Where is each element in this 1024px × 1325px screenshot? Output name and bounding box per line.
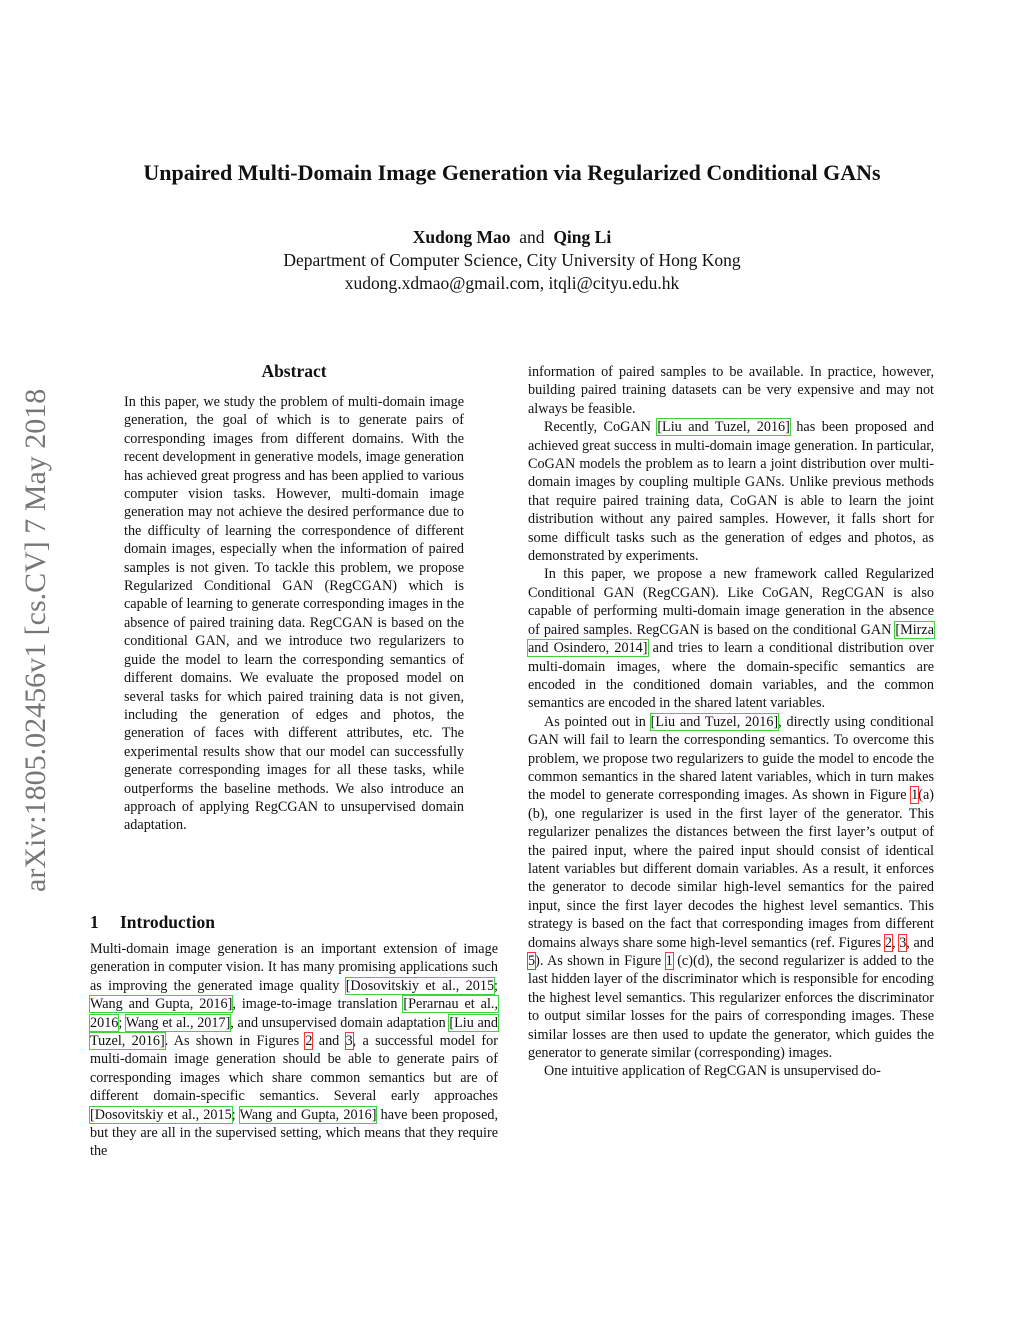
text-span: , directly using conditional GAN will fail to learn the corresponding semantics. To overcome this problem, we propose two regularizers to guide the model to encode the common semantics in the shared latent variables, which in turn makes the model to generate corresponding images. As shown in Figure (528, 713, 934, 804)
citation-link[interactable]: [Mirza and Osindero, 2014] (528, 621, 934, 657)
abstract-text: In this paper, we study the problem of multi-domain image generation, the goal of which is to generate pairs of corresponding images from different domains. With the recent development in generative models, image generation has achieved great progress and has been applied to various computer vision tasks. However, multi-domain image generation may not achieve the desired performance due to the difficulty of learning the correspondence of different domain images, especially when the information of paired samples is not given. To tackle this problem, we propose Regularized Conditional GAN (RegCGAN) which is capable of learning to generate corresponding images in the absence of paired training data. RegCGAN is based on the conditional GAN, and we introduce two regularizers to guide the model to learn the corresponding semantics of different domains. We evaluate the proposed model on several tasks for which paired training data is not given, including the generation of edges and photos, the generation of faces with different attributes, etc. The experimental results show that our model can successfully generate corresponding images for all these tasks, while outperforms the baseline methods. We also introduce an approach of applying RegCGAN to unsupervised domain adaptation. (124, 394, 464, 834)
text-span: ). As shown in Figure (535, 953, 666, 969)
author-2: Qing Li (553, 227, 612, 247)
arxiv-stamp: arXiv:1805.02456v1 [cs.CV] 7 May 2018 (19, 388, 52, 892)
introduction-paragraph (90, 940, 498, 1161)
figure-ref-link[interactable]: 2 (884, 934, 892, 951)
abstract-heading: Abstract (261, 361, 327, 381)
section-title: Introduction (120, 912, 215, 932)
text-span: , a successful model for multi-domain image generation should be able to generate pairs of corresponding images which share common semantics but are of different domain-specific semantics. Several early approaches (90, 1033, 498, 1105)
text-span: , and unsupervised domain adaptation (230, 1014, 450, 1031)
figure-ref-link[interactable]: 3 (345, 1033, 353, 1050)
text-span: As pointed out in (544, 713, 651, 730)
text-span: Multi-domain image generation is an important extension of image generation in computer vision. It has many promising applications such as improving the generated image quality (90, 941, 498, 994)
paragraph: One intuitive application of RegCGAN is unsupervised do- (544, 1063, 881, 1080)
figure-ref-link[interactable]: 5 (528, 953, 536, 969)
paragraph (528, 565, 934, 712)
text-span: has been proposed and achieved great success in multi-domain image generation. In particular, CoGAN models the problem as to learn a joint distribution over multi-domain images by coupling multiple GANs. Unlike previous methods that require paired training data, CoGAN is able to learn the joint distribution without any paired samples. However, it falls short for some difficult tasks such as the generation of edges and photos, as demonstrated by experiments. (528, 419, 934, 565)
text-span: and tries to learn a conditional distribution over multi-domain images, where the domain-specific semantics are encoded in the conditioned domain variables, and the common semantics are encoded in the shared latent variables. (528, 640, 934, 712)
citation-link[interactable]: [Liu and Tuzel, 2016] (657, 419, 790, 436)
text-span: Recently, CoGAN (544, 419, 658, 436)
text-span: . As shown in Figures (164, 1033, 306, 1050)
citation-link[interactable]: Wang and Gupta, 2016] (90, 996, 233, 1013)
citation-link[interactable]: Wang and Gupta, 2016] (239, 1106, 377, 1123)
figure-ref-link[interactable]: 2 (305, 1033, 313, 1050)
right-column (528, 363, 934, 1081)
text-span: (a)(b), one regularizer is used in the first layer of the generator. This regularizer penalizes the distances between the first layer’s output of the paired input, where the paired input should consist of identical latent variables but different domain variables. As a result, it enforces the generator to decode similar high-level semantics for the paired input, since the first layer decodes the highest level semantics. This strategy is based on the fact that corresponding images from different domains always share some high-level semantics (ref. Figures (528, 787, 934, 951)
section-number: 1 (90, 912, 99, 932)
figure-ref-link[interactable]: 1 (665, 953, 673, 969)
text-span: In this paper, we propose a new framework called Regularized Conditional GAN (RegCGAN). Like CoGAN, RegCGAN is also capable of performing multi-domain image generation in the absence of paired samples. RegCGAN is based on the conditional GAN (528, 566, 934, 638)
citation-link[interactable]: Wang et al., 2017] (125, 1014, 231, 1031)
citation-link[interactable]: [Liu and Tuzel, 2016] (650, 713, 779, 730)
paragraph (528, 418, 934, 565)
text-span: ; (118, 1014, 126, 1031)
section-heading-introduction (90, 912, 215, 933)
paragraph: information of paired samples to be available. In practice, however, building paired training datasets can be very expensive and may not always be feasible. (528, 364, 934, 417)
figure-ref-link[interactable]: 3 (899, 934, 907, 951)
text-span: , and (906, 934, 934, 951)
author-emails: xudong.xdmao@gmail.com, itqli@cityu.edu.hk (344, 273, 680, 293)
text-span: , (891, 934, 900, 951)
citation-link[interactable]: [Liu and Tuzel, 2016] (90, 1014, 498, 1050)
author-and: and (519, 227, 545, 247)
citation-link[interactable]: [Perarnau et al., 2016 (90, 996, 499, 1031)
text-span: (c)(d), the second regularizer is added to the last hidden layer of the discriminator which is responsible for encoding the highest level semantics. This regularizer enforces the discriminator to output similar losses for the pairs of corresponding images. These similar losses are then used to update the generator, which guides the generator to generate similar (corresponding) images. (528, 953, 934, 1062)
figure-ref-link[interactable]: 1 (911, 787, 919, 804)
paragraph (528, 713, 934, 1063)
citation-link[interactable]: [Dosovitskiy et al., 2015 (90, 1106, 232, 1123)
text-span: have been proposed, but they are all in the supervised setting, which means that they require the (90, 1106, 499, 1160)
author-line (0, 227, 1024, 248)
affiliation: Department of Computer Science, City University of Hong Kong (283, 250, 741, 270)
text-span: and (312, 1033, 346, 1050)
paper-title: Unpaired Multi-Domain Image Generation via Regularized Conditional GANs (143, 160, 881, 185)
text-span: , image-to-image translation (232, 996, 404, 1013)
citation-link[interactable]: [Dosovitskiy et al., 2015 (345, 977, 495, 994)
author-1: Xudong Mao (412, 227, 511, 247)
text-span: ; (231, 1106, 240, 1123)
text-span: ; (494, 977, 498, 994)
